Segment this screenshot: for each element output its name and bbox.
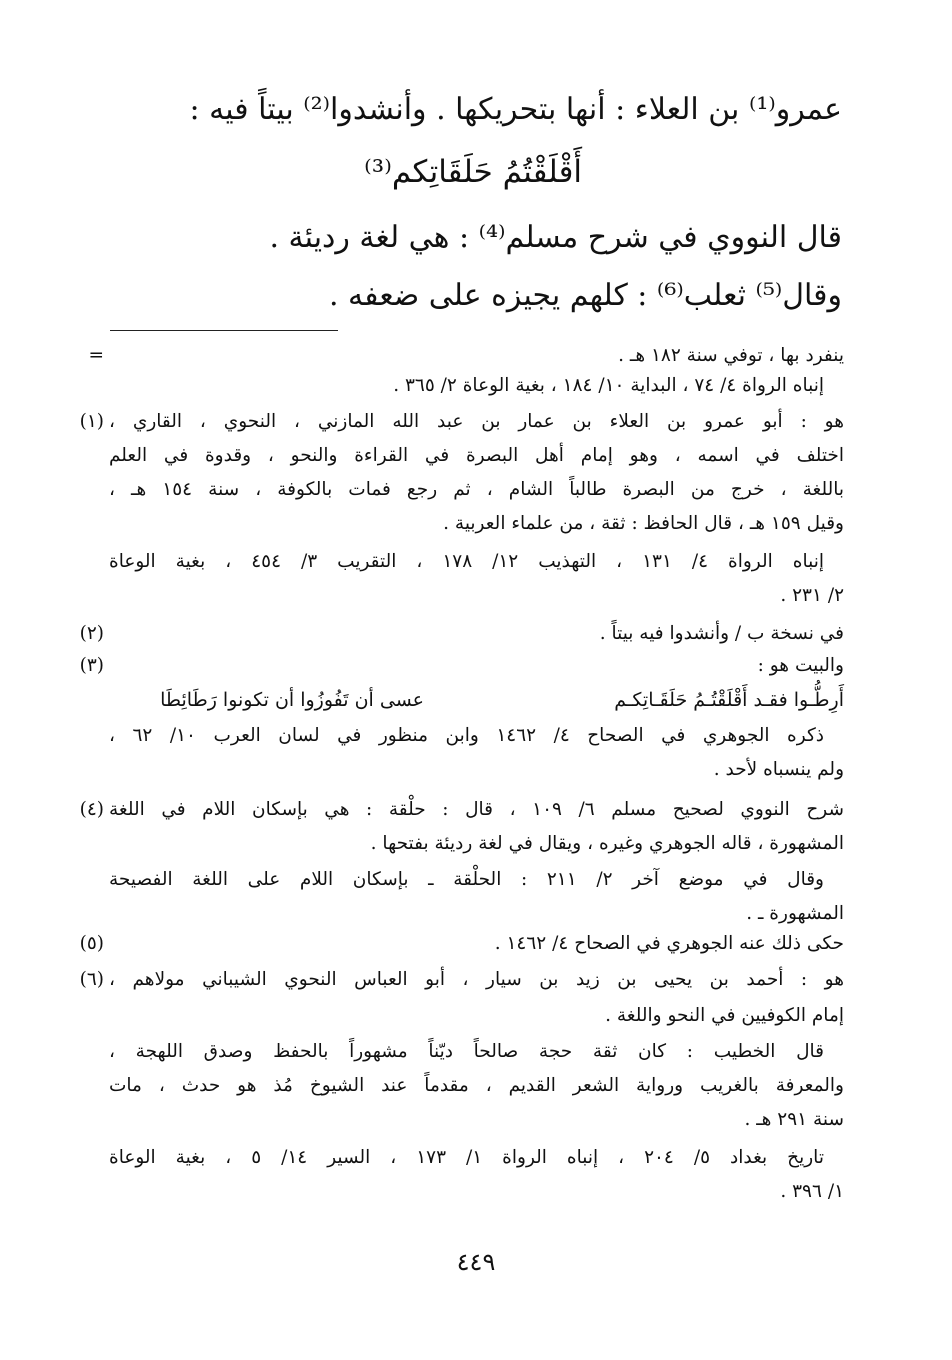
footnote-marker-6: (٦) (79, 969, 104, 990)
footnote-continuation-line: إنباه الرواة ٤/ ٧٤ ، البداية ١٠/ ١٨٤ ، بغية الوعاة ٢/ ٣٦٥ . (393, 375, 824, 396)
footnote-6-line: سنة ٢٩١ هـ . (744, 1109, 844, 1130)
footnote-continuation-line: ينفرد بها ، توفي سنة ١٨٢ هـ . (618, 345, 844, 366)
footnote-2-line: في نسخة ب / وأنشدوا فيه بيتاً . (599, 623, 844, 644)
footnote-1-line: باللغة ، خرج من البصرة طالباً الشام ، ثم رجع فمات بالكوفة ، سنة ١٥٤ هـ ، (109, 479, 844, 500)
footnote-marker-4: (٤) (79, 799, 104, 820)
footnote-4-line: المشهورة ـ . (746, 903, 844, 924)
footnote-4-line: المشهورة ، قاله الجوهري وغيره ، ويقال في لغة رديئة بفتحها . (370, 833, 844, 854)
footnote-continuation-marker: = (88, 345, 104, 366)
footnote-marker-5: (٥) (79, 933, 104, 954)
footnote-6-line: إمام الكوفيين في النحو واللغة . (605, 1005, 844, 1026)
footnote-1-line: هو : أبو عمرو بن العلاء بن عمار بن عبد الله المازني ، النحوي ، القاري ، (109, 411, 844, 432)
footnote-6-line: تاريخ بغداد ٥/ ٢٠٤ ، إنباه الرواة ١/ ١٧٣ ، السير ١٤/ ٥ ، بغية الوعاة (109, 1147, 824, 1168)
main-text-line-1: عمرو⁽¹⁾ بن العلاء : أنها بتحريكها . وأنشدوا⁽²⁾ بيتاً فيه : (189, 92, 842, 127)
footnote-separator (110, 330, 338, 331)
main-text-line-3: قال النووي في شرح مسلم⁽⁴⁾ : هي لغة رديئة . (269, 220, 842, 255)
verse-second-hemistich: عسى أن تَفُوزُوا أن تكونوا رَطَائِطَا (160, 689, 424, 711)
footnote-1-line: وقيل ١٥٩ هـ ، قال الحافظ : ثقة ، من علماء العربية . (443, 513, 844, 534)
page-number: ٤٤٩ (456, 1248, 496, 1276)
footnote-5-line: حكى ذلك عنه الجوهري في الصحاح ٤/ ١٤٦٢ . (494, 933, 844, 954)
main-text-verse-fragment: أَقْلَقْتُمُ حَلَقَاتِكم⁽³⁾ (364, 154, 582, 190)
footnote-marker-3: (٣) (79, 655, 104, 676)
footnote-6-line: ١/ ٣٩٦ . (780, 1181, 844, 1202)
footnote-4-line: وقال في موضع آخر ٢/ ٢١١ : الحلْقة ـ بإسكان اللام على اللغة الفصيحة (109, 869, 824, 890)
footnote-6-line: هو : أحمد بن يحيى بن زيد بن سيار ، أبو العباس النحوي الشيباني مولاهم ، (109, 969, 844, 990)
footnote-marker-1: (١) (79, 411, 104, 432)
footnote-6-line: قال الخطيب : كان ثقة حجة صالحاً ديّناً مشهوراً بالحفظ وصدق اللهجة ، (109, 1041, 824, 1062)
footnote-1-line: إنباه الرواة ٤/ ١٣١ ، التهذيب ١٢/ ١٧٨ ، التقريب ٣/ ٤٥٤ ، بغية الوعاة (109, 551, 824, 572)
footnote-3-line: ذكره الجوهري في الصحاح ٤/ ١٤٦٢ وابن منظور في لسان العرب ١٠/ ٦٢ ، (109, 725, 824, 746)
footnote-marker-2: (٢) (79, 623, 104, 644)
footnote-4-line: شرح النووي لصحيح مسلم ٦/ ١٠٩ ، قال : حلْقة : هي بإسكان اللام في اللغة (109, 799, 844, 820)
footnote-3-line: ولم ينسباه لأحد . (713, 759, 844, 780)
footnote-3-line: والبيت هو : (757, 655, 844, 676)
footnote-1-line: اختلف في اسمه ، وهو إمام أهل البصرة في القراءة والنحو ، وقدوة في العلم (109, 445, 844, 466)
footnote-1-line: ٢/ ٢٣١ . (780, 585, 844, 606)
verse-first-hemistich: أَرِطُّـوا فقـد أَقْلَقْتُـمُ حَلَقَـاتِكـم (614, 689, 844, 711)
main-text-line-4: وقال⁽⁵⁾ ثعلب⁽⁶⁾ : كلهم يجيزه على ضعفه . (328, 278, 842, 313)
footnote-6-line: والمعرفة بالغريب ورواية الشعر القديم ، مقدماً عند الشيوخ مُذ هو حدث ، مات (109, 1075, 844, 1096)
